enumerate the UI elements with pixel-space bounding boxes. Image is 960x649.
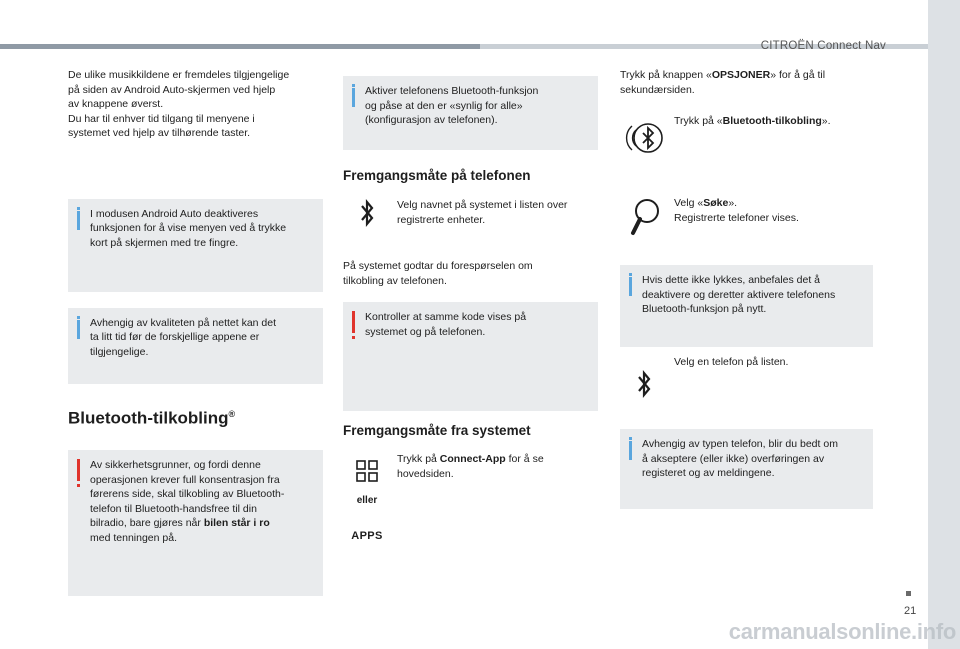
- info-icon: [629, 438, 632, 460]
- step-text: [397, 452, 598, 481]
- text-line: av knappene øverst.: [68, 98, 164, 110]
- text-line: Kontroller at samme kode vises på: [365, 311, 527, 323]
- text-line: og påse at den er «synlig for alle»: [365, 99, 523, 112]
- info-icon: [77, 317, 80, 339]
- info-icon: [77, 208, 80, 230]
- text-line: Hvis dette ikke lykkes, anbefales det å: [642, 274, 821, 286]
- apps-button: [343, 452, 391, 543]
- watermark: carmanualsonline.info: [728, 619, 956, 644]
- text: Velg «: [674, 197, 704, 209]
- search-icon: [620, 196, 668, 240]
- bold-text: OPSJONER: [711, 69, 771, 81]
- info-box: [68, 199, 323, 292]
- bold-text: Søke: [703, 197, 729, 209]
- text: Trykk på knappen «: [620, 69, 712, 81]
- text-line: Av sikkerhetsgrunner, og fordi denne: [90, 459, 261, 472]
- text-line: Avhengig av kvaliteten på nettet kan det: [90, 316, 277, 329]
- text-line: telefon til Bluetooth-handsfree til din: [90, 502, 257, 515]
- text-line: tilgjengelige.: [90, 345, 149, 358]
- intro-paragraph: [68, 68, 323, 141]
- info-icon: [629, 274, 632, 296]
- text-line: [674, 114, 873, 129]
- info-icon: [352, 85, 355, 107]
- text-line: funksjonen for å vise menyen ved å trykke: [90, 222, 287, 234]
- text-line: Aktiver telefonens Bluetooth-funksjon: [365, 85, 539, 97]
- paragraph: [343, 259, 598, 288]
- text-line: systemet ved hjelp av tilhørende taster.: [68, 127, 251, 139]
- column-1: [68, 68, 323, 596]
- text-line: tilkobling av telefonen.: [343, 274, 447, 287]
- page-edge-strip: [928, 0, 960, 649]
- text-line: [674, 196, 873, 211]
- paragraph: [620, 68, 873, 97]
- registered-mark: ®: [228, 408, 236, 419]
- heading-text: Bluetooth-tilkobling: [68, 408, 229, 428]
- text-line: systemet og på telefonen.: [365, 325, 486, 338]
- text: Trykk på: [397, 453, 440, 465]
- warning-box: [68, 450, 323, 596]
- text-line: operasjonen krever full konsentrasjon fra: [90, 473, 280, 486]
- info-box: [620, 429, 873, 509]
- column-2: [343, 68, 598, 552]
- column-3: [620, 68, 873, 509]
- bold-text: bilen står i ro: [203, 517, 270, 530]
- text-line: kort på skjermen med tre fingre.: [90, 236, 239, 249]
- warning-box: [343, 302, 598, 411]
- text-line: I modusen Android Auto deaktiveres: [90, 207, 259, 220]
- text-line: [620, 68, 873, 83]
- text: ».: [821, 115, 831, 127]
- text: for å se: [505, 453, 544, 465]
- text-line: Velg en telefon på listen.: [674, 356, 789, 368]
- text-line: [90, 516, 313, 531]
- text-line: med tenningen på.: [90, 531, 177, 544]
- text-line: De ulike musikkildene er fremdeles tilgjengelige: [68, 69, 290, 81]
- step-row: [620, 114, 873, 178]
- text-line: Avhengig av typen telefon, blir du bedt om: [642, 438, 838, 450]
- text-line: Registrerte telefoner vises.: [674, 211, 799, 224]
- step-row: [620, 355, 873, 427]
- text-line: Bluetooth-funksjon på nytt.: [642, 303, 767, 315]
- bluetooth-icon: [343, 198, 391, 228]
- apps-label: APPS: [351, 529, 383, 542]
- text: bilradio, bare gjøres når: [90, 517, 204, 530]
- text: » for å gå til: [770, 69, 826, 81]
- text-line: ta litt tid før de forskjellige appene er: [90, 331, 260, 343]
- text-line: på siden av Android Auto-skjermen ved hjelp: [68, 83, 276, 96]
- page-number: 21: [904, 605, 917, 617]
- text-line: Du har til enhver tid tilgang til menyene i: [68, 112, 255, 125]
- text-line: å akseptere (eller ikke) overføringen av: [642, 452, 825, 465]
- page-marker: [906, 591, 911, 596]
- info-box: [343, 76, 598, 150]
- info-box: [620, 265, 873, 347]
- text: ».: [728, 197, 738, 209]
- text-line: sekundærsiden.: [620, 83, 695, 96]
- warning-icon: [77, 459, 80, 481]
- step-text: [674, 196, 873, 225]
- step-row: [343, 452, 598, 552]
- text: Trykk på «: [674, 115, 723, 127]
- text-line: hovedsiden.: [397, 467, 454, 480]
- text-line: (konfigurasjon av telefonen).: [365, 114, 498, 126]
- text-line: førerens side, skal tilkobling av Bluetooth-: [90, 488, 285, 501]
- text-line: deaktivere og deretter aktivere telefonens: [642, 288, 836, 301]
- bluetooth-icon: [620, 355, 668, 399]
- text-line: registeret og av meldingene.: [642, 467, 775, 479]
- bluetooth-connection-icon: [620, 114, 668, 160]
- step-text: [397, 198, 598, 227]
- step-row: [343, 198, 598, 242]
- apps-grid-icon: [356, 460, 378, 482]
- section-heading: Fremgangsmåte på telefonen: [343, 168, 531, 183]
- text-line: [397, 452, 598, 467]
- header-bar-dark: [0, 44, 480, 49]
- warning-icon: [352, 311, 355, 333]
- bold-text: Bluetooth-tilkobling: [722, 115, 822, 127]
- or-label: eller: [356, 495, 378, 506]
- header-title: CITROËN Connect Nav: [760, 40, 886, 52]
- step-row: [620, 196, 873, 256]
- bold-text: Connect-App: [439, 453, 506, 465]
- section-heading: [68, 404, 323, 429]
- text-line: På systemet godtar du forespørselen om: [343, 260, 533, 272]
- info-box: [68, 308, 323, 384]
- text-line: registrerte enheter.: [397, 213, 486, 226]
- section-heading: Fremgangsmåte fra systemet: [343, 423, 531, 438]
- text-line: Velg navnet på systemet i listen over: [397, 199, 568, 211]
